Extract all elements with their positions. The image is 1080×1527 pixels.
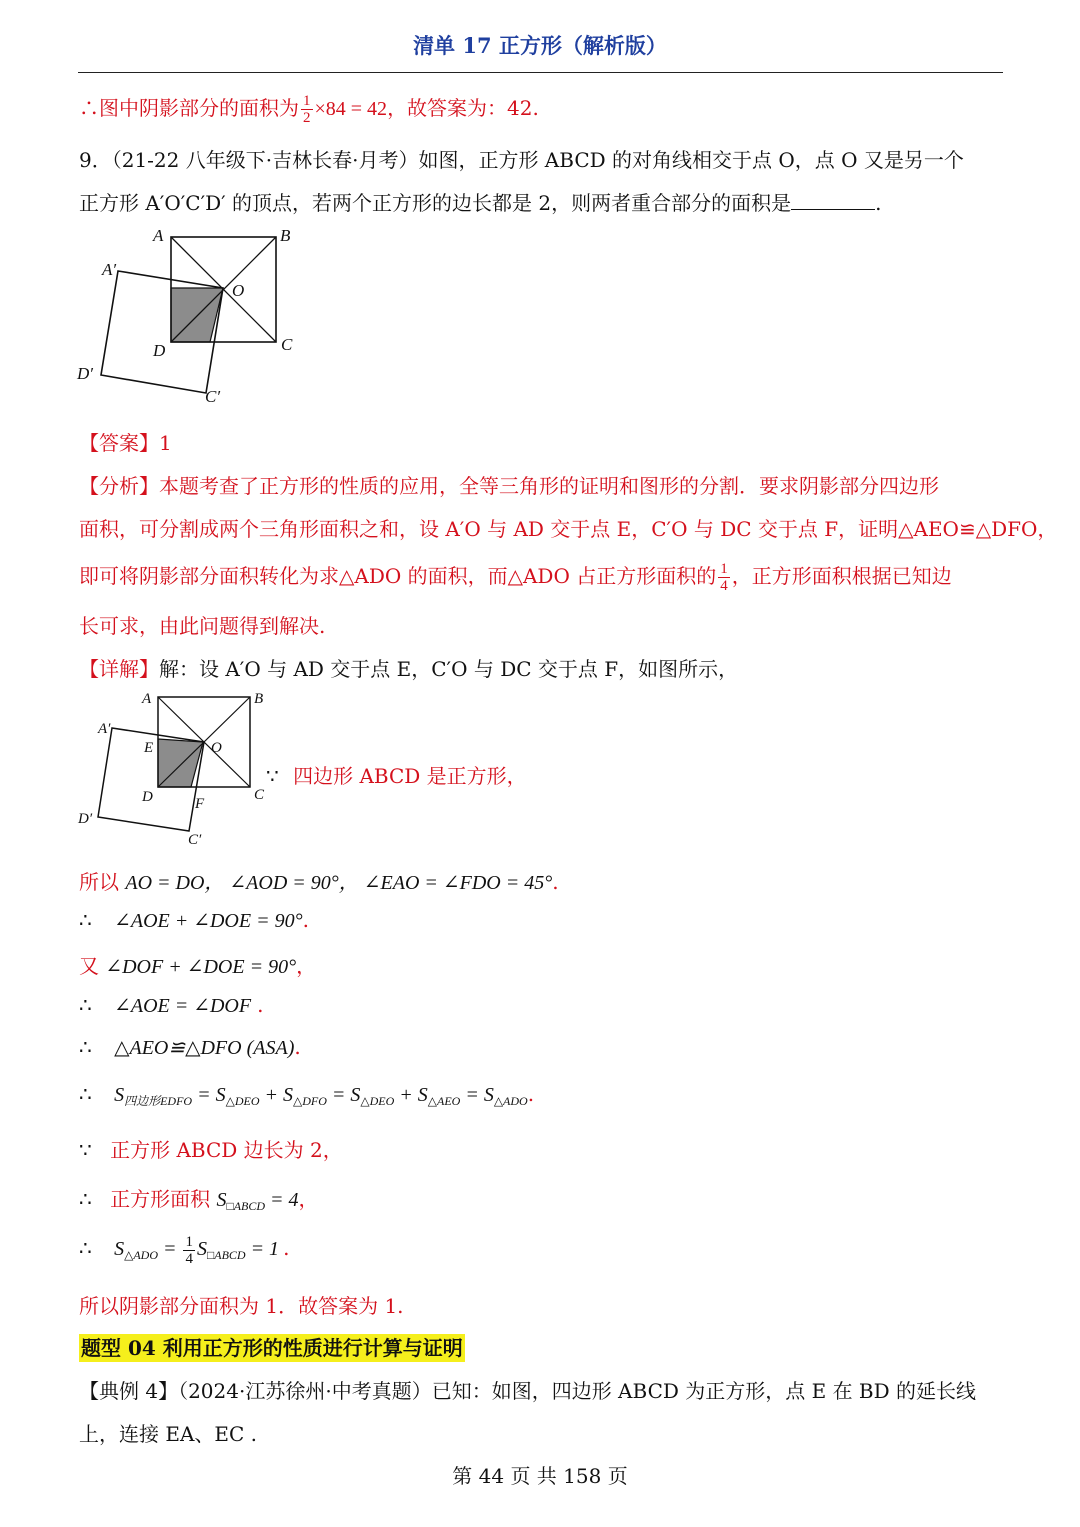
s9-eq: = <box>157 1238 182 1261</box>
because-text: 四边形 ABCD 是正方形， <box>293 764 527 788</box>
step-8 <box>79 1183 319 1214</box>
s9-frac-den: 4 <box>185 1251 193 1267</box>
intro-frac-num: 1 <box>303 93 311 109</box>
step-8-symbol: ∴ <box>79 1187 92 1211</box>
fig2-label-a-prime: A′ <box>98 721 111 737</box>
analysis-line-1 <box>79 470 939 499</box>
figure-2-squares <box>70 686 280 851</box>
because-square-line <box>266 760 527 789</box>
intro-expression: ×84 = 42 <box>314 98 388 120</box>
intro-frac-den: 2 <box>303 110 311 126</box>
s6-sub4: △DEO <box>360 1094 395 1108</box>
answer-blank <box>791 191 875 210</box>
conclusion-line: 所以阴影部分面积为 1．故答案为 1. <box>79 1294 404 1318</box>
analysis-line-2: 面积，可分割成两个三角形面积之和，设 A′O 与 AD 交于点 E，C′O 与 DC 交于点 F，证明△AEO≌△DFO， <box>79 517 1058 541</box>
step-1-math: AO = DO， ∠AOD = 90°， ∠EAO = ∠FDO = 45° <box>125 872 553 894</box>
s6-eq4: + S <box>394 1084 428 1106</box>
question-line-2 <box>79 187 882 216</box>
fig2-label-f: F <box>195 796 205 812</box>
step-1 <box>79 866 559 895</box>
step-6-math <box>114 1084 528 1106</box>
step-4-math: ∠AOE = ∠DOF <box>114 995 252 1017</box>
step-9-suffix: . <box>283 1236 290 1261</box>
fig1-label-d: D <box>153 341 166 360</box>
analysis-frac-num: 1 <box>720 561 728 577</box>
step-5-symbol: ∴ <box>79 1035 92 1059</box>
analysis-frac-den: 4 <box>720 578 728 594</box>
header-divider <box>78 72 1003 73</box>
step-8-text: 正方形面积 <box>110 1187 217 1211</box>
s6-sub1: 四边形EDFO <box>124 1094 193 1108</box>
intro-line <box>79 92 539 126</box>
step-7-symbol: ∵ <box>79 1138 92 1162</box>
s8-eq: = 4 <box>265 1189 299 1211</box>
step-3 <box>79 950 316 979</box>
intro-suffix: ，故答案为：42. <box>387 96 539 120</box>
analysis-fraction <box>718 561 730 594</box>
s9-sub2: □ABCD <box>206 1248 246 1263</box>
page-header-title: 清单 17 正方形（解析版） <box>413 33 667 58</box>
fig1-label-c: C <box>281 335 293 354</box>
s6-eq5: = S <box>460 1084 494 1106</box>
step-7 <box>79 1134 343 1163</box>
step-7-text: 正方形 ABCD 边长为 2， <box>110 1138 343 1162</box>
detail-tag: 【详解】 <box>79 657 159 681</box>
s6-sub6: △ADO <box>493 1094 528 1108</box>
detail-line-1 <box>79 653 738 682</box>
step-5-suffix: . <box>294 1035 301 1059</box>
fig1-label-a-prime: A′ <box>102 260 117 279</box>
detail-text-1: 解：设 A′O 与 AD 交于点 E，C′O 与 DC 交于点 F，如图所示， <box>159 657 739 681</box>
s6-sub2: △DEO <box>225 1094 260 1108</box>
fig1-label-a: A <box>153 226 164 245</box>
s9-s: S <box>114 1238 125 1261</box>
step-4-suffix: . <box>257 993 264 1017</box>
s8-s: S <box>216 1189 227 1211</box>
section-heading <box>79 1332 465 1361</box>
because-symbol: ∵ <box>266 764 279 788</box>
example-line-1: 【典例 4】（2024·江苏徐州·中考真题）已知：如图，四边形 ABCD 为正方形，点 E 在 BD 的延长线 <box>79 1379 977 1403</box>
analysis-line-3 <box>79 560 952 594</box>
s6-sub3: △DFO <box>292 1094 327 1108</box>
analysis-text-3-end: ，正方形面积根据已知边 <box>731 564 952 588</box>
step-4 <box>79 993 263 1018</box>
page-footer: 第 44 页 共 158 页 <box>452 1464 628 1488</box>
analysis-line-4: 长可求，由此问题得到解决. <box>79 614 326 638</box>
fig1-label-o: O <box>232 281 245 300</box>
s6-eq2: + S <box>259 1084 293 1106</box>
analysis-text-3: 即可将阴影部分面积转化为求△ADO 的面积，而△ADO 占正方形面积的 <box>79 564 717 588</box>
s9-eq2: = 1 <box>245 1238 280 1261</box>
step-3-prefix: 又 <box>79 954 106 978</box>
analysis-text-1: 本题考查了正方形的性质的应用，全等三角形的证明和图形的分割．要求阴影部分四边形 <box>159 474 939 498</box>
s6-eq3: = S <box>326 1084 361 1106</box>
s6-sub5: △AEO <box>427 1094 461 1108</box>
step-2-suffix: . <box>302 908 309 932</box>
step-9-symbol: ∴ <box>79 1236 92 1261</box>
section-title: 题型 04 利用正方形的性质进行计算与证明 <box>81 1336 463 1360</box>
fig1-label-d-prime: D′ <box>77 364 93 383</box>
fig2-label-e: E <box>144 740 154 756</box>
intro-fraction <box>301 93 313 126</box>
answer-value: 1 <box>159 431 172 455</box>
step-9-fraction <box>183 1234 195 1267</box>
answer-line <box>79 427 172 456</box>
step-2-symbol: ∴ <box>79 908 92 932</box>
step-3-suffix: ， <box>296 954 317 978</box>
step-1-suffix: . <box>552 870 559 894</box>
step-6-symbol: ∴ <box>79 1082 92 1106</box>
answer-tag: 【答案】 <box>79 431 159 455</box>
s6-s1: S <box>114 1084 125 1106</box>
question-line-1: 9．（21-22 八年级下·吉林长春·月考）如图，正方形 ABCD 的对角线相交于点 O，点 O 又是另一个 <box>79 148 964 172</box>
fig2-label-b: B <box>254 691 264 707</box>
step-2-math: ∠AOE + ∠DOE = 90° <box>114 910 303 932</box>
step-6 <box>79 1082 534 1109</box>
question-line-2-text: 正方形 A′O′C′D′ 的顶点，若两个正方形的边长都是 2，则两者重合部分的面积是 <box>79 191 792 215</box>
fig2-label-a: A <box>142 691 152 707</box>
step-8-math <box>216 1189 298 1211</box>
fig2-label-c-prime: C′ <box>188 832 202 848</box>
step-5 <box>79 1035 301 1060</box>
step-8-suffix: ， <box>298 1187 319 1211</box>
question-line-2-end: . <box>875 191 882 215</box>
fig2-label-o: O <box>211 740 222 756</box>
analysis-tag: 【分析】 <box>79 474 159 498</box>
step-6-suffix: . <box>527 1082 535 1106</box>
fig1-label-c-prime: C′ <box>205 387 221 406</box>
intro-prefix: ∴图中阴影部分的面积为 <box>79 96 299 120</box>
step-2 <box>79 908 309 933</box>
fig2-label-d: D <box>142 789 153 805</box>
step-4-symbol: ∴ <box>79 993 92 1017</box>
step-3-math: ∠DOF + ∠DOE = 90° <box>105 956 297 978</box>
s9-s2: S <box>196 1238 207 1261</box>
fig2-label-d-prime: D′ <box>78 811 93 827</box>
step-1-prefix: 所以 <box>79 870 126 894</box>
fig2-label-c: C <box>254 787 265 803</box>
step-9-math <box>114 1234 280 1267</box>
s8-sub: □ABCD <box>226 1199 266 1213</box>
s9-sub: △ADO <box>124 1248 158 1263</box>
fig1-label-b: B <box>280 226 291 245</box>
figure-1-squares <box>70 220 310 410</box>
example-line-2: 上，连接 EA、EC . <box>79 1422 258 1446</box>
step-9 <box>79 1234 289 1267</box>
s9-frac-num: 1 <box>185 1234 193 1250</box>
step-5-math: △AEO≌△DFO (ASA) <box>114 1037 295 1059</box>
s6-eq1: = S <box>192 1084 226 1106</box>
